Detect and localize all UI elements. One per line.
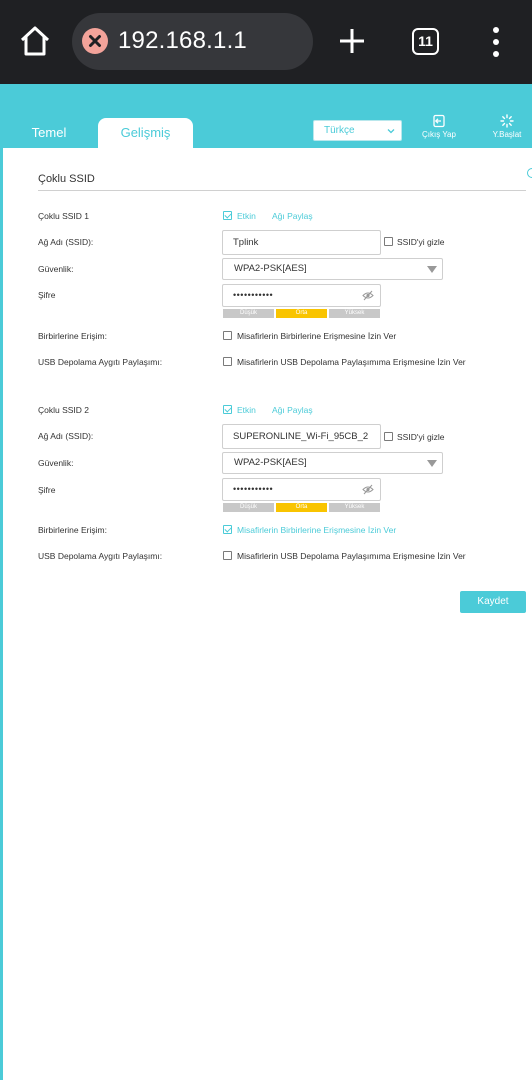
plus-icon[interactable]	[338, 27, 366, 55]
address-bar[interactable]	[72, 13, 313, 70]
tab-basic[interactable]: Temel	[31, 125, 67, 140]
language-value: Türkçe	[324, 125, 355, 136]
tab-count: 11	[418, 33, 433, 49]
ssid2-password-input[interactable]	[222, 478, 381, 501]
tab-advanced[interactable]: Gelişmiş	[98, 118, 193, 148]
save-button[interactable]: Kaydet	[460, 591, 526, 613]
ssid1-password-input[interactable]	[222, 284, 381, 307]
page-title: Çoklu SSID	[38, 173, 95, 185]
eye-off-icon[interactable]	[362, 484, 374, 495]
ssid2-security-label: Güvenlik:	[38, 458, 74, 468]
divider	[38, 190, 526, 191]
ssid2-usb-option[interactable]: Misafirlerin USB Depolama Paylaşımıma Erişmesine İzin Ver	[237, 551, 466, 561]
more-vert-icon[interactable]	[488, 26, 504, 58]
ssid1-enable-label[interactable]: Etkin	[237, 211, 256, 221]
ssid2-access-checkbox[interactable]	[223, 525, 232, 534]
ssid1-password-strength	[223, 309, 380, 318]
tab-switcher-icon[interactable]	[412, 28, 439, 55]
ssid1-password-label: Şifre	[38, 290, 56, 300]
help-icon[interactable]	[527, 168, 532, 178]
ssid1-share-network-link[interactable]: Ağı Paylaş	[272, 211, 313, 221]
language-select[interactable]	[313, 120, 402, 141]
ssid2-password-strength	[223, 503, 380, 512]
reboot-icon	[500, 114, 514, 128]
ssid1-access-option[interactable]: Misafirlerin Birbirlerine Erişmesine İzin Ver	[237, 331, 397, 341]
ssid2-password-value: •••••••••••	[233, 484, 274, 494]
chevron-down-icon	[387, 127, 395, 135]
ssid1-hide-label[interactable]: SSID'yi gizle	[397, 237, 445, 247]
ssid2-usb-checkbox[interactable]	[223, 551, 232, 560]
ssid2-enable-label[interactable]: Etkin	[237, 405, 256, 415]
ssid1-label: Çoklu SSID 1	[38, 211, 90, 221]
dropdown-arrow-icon	[427, 460, 437, 467]
ssid2-share-network-link[interactable]: Ağı Paylaş	[272, 405, 313, 415]
dropdown-arrow-icon	[427, 266, 437, 273]
reboot-label: Y.Başlat	[492, 130, 522, 139]
ssid1-usb-checkbox[interactable]	[223, 357, 232, 366]
ssid2-access-label: Birbirlerine Erişim:	[38, 525, 107, 535]
ssid2-label: Çoklu SSID 2	[38, 405, 90, 415]
logout-icon	[432, 114, 446, 128]
ssid2-name-input[interactable]: SUPERONLINE_Wi-Fi_95CB_2	[222, 424, 381, 449]
ssid1-usb-option[interactable]: Misafirlerin USB Depolama Paylaşımıma Erişmesine İzin Ver	[237, 357, 466, 367]
strength-low: Düşük	[223, 309, 274, 318]
eye-off-icon[interactable]	[362, 290, 374, 301]
ssid2-security-value: WPA2-PSK[AES]	[234, 457, 307, 468]
ssid1-password-value: •••••••••••	[233, 290, 274, 300]
ssid1-security-value: WPA2-PSK[AES]	[234, 263, 307, 274]
ssid2-access-option[interactable]: Misafirlerin Birbirlerine Erişmesine İzin Ver	[237, 525, 397, 535]
strength-low: Düşük	[223, 503, 274, 512]
ssid1-usb-label: USB Depolama Aygıtı Paylaşımı:	[38, 357, 163, 367]
strength-mid: Orta	[276, 503, 327, 512]
router-header	[0, 84, 532, 148]
browser-toolbar	[0, 0, 532, 84]
ssid2-security-select[interactable]	[222, 452, 443, 474]
home-icon[interactable]	[18, 24, 52, 58]
ssid2-hide-label[interactable]: SSID'yi gizle	[397, 432, 445, 442]
strength-high: Yüksek	[329, 309, 380, 318]
ssid2-password-label: Şifre	[38, 485, 56, 495]
reboot-button[interactable]	[477, 114, 532, 139]
ssid1-access-checkbox[interactable]	[223, 331, 232, 340]
ssid2-enable-checkbox[interactable]	[223, 405, 232, 414]
ssid2-usb-label: USB Depolama Aygıtı Paylaşımı:	[38, 551, 163, 561]
ssid2-name-label: Ağ Adı (SSID):	[38, 431, 94, 441]
url-text: 192.168.1.1	[118, 27, 247, 54]
ssid1-security-label: Güvenlik:	[38, 264, 74, 274]
logout-label: Çıkış Yap	[422, 130, 456, 139]
strength-high: Yüksek	[329, 503, 380, 512]
ssid1-hide-checkbox[interactable]	[384, 237, 393, 246]
ssid1-security-select[interactable]	[222, 258, 443, 280]
ssid1-name-label: Ağ Adı (SSID):	[38, 237, 94, 247]
content-left-border	[0, 148, 3, 1080]
ssid1-access-label: Birbirlerine Erişim:	[38, 331, 107, 341]
ssid1-enable-checkbox[interactable]	[223, 211, 232, 220]
logout-button[interactable]	[409, 114, 469, 139]
ssid2-hide-checkbox[interactable]	[384, 432, 393, 441]
strength-mid: Orta	[276, 309, 327, 318]
not-secure-icon[interactable]	[82, 28, 108, 54]
ssid1-name-input[interactable]: Tplink	[222, 230, 381, 255]
